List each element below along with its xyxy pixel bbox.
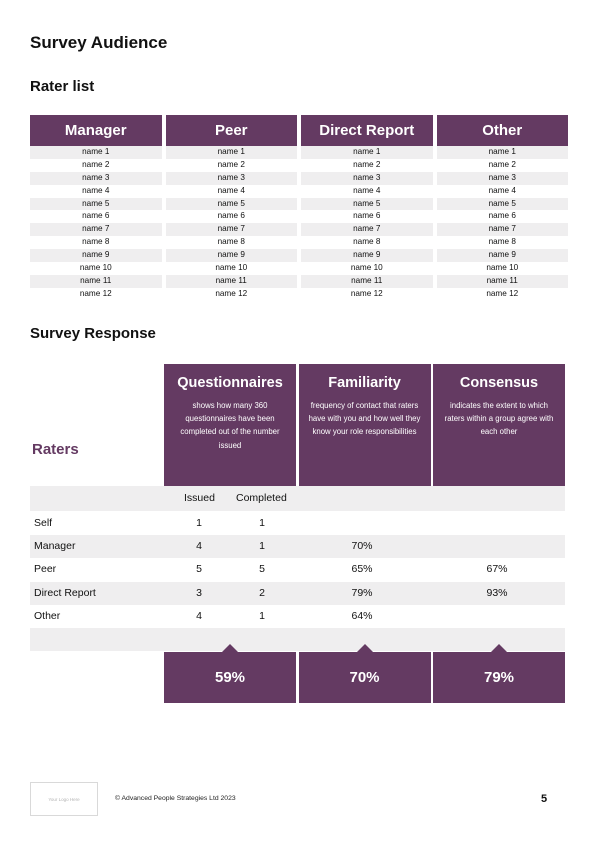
rater-name-peer: name 4 <box>217 185 245 195</box>
survey-response-heading: Survey Response <box>30 325 156 342</box>
rater-name-direct-report: name 8 <box>353 237 381 247</box>
rater-name-other: name 7 <box>437 223 569 236</box>
consensus-title: Consensus <box>459 375 539 391</box>
raters-label: Raters <box>32 441 79 458</box>
rater-list-header <box>30 115 568 146</box>
table-row <box>30 198 568 211</box>
consensus-value: 93% <box>486 586 508 599</box>
completed-subheader: Completed <box>236 492 287 504</box>
familiarity-title: Familiarity <box>328 375 401 391</box>
rater-group-label: Other <box>34 609 61 622</box>
rater-name-direct-report: name 3 <box>301 172 433 185</box>
table-row <box>30 146 568 159</box>
logo-placeholder <box>30 782 98 816</box>
table-row <box>30 172 568 185</box>
completed-value: 2 <box>259 586 265 599</box>
questionnaires-description: shows how many 360 questionnaires have been completed out of the number issued <box>180 401 280 450</box>
rater-name-direct-report: name 4 <box>353 185 381 195</box>
rater-name-manager: name 3 <box>30 172 162 185</box>
notch-up-icon <box>357 644 373 652</box>
subheader-band <box>30 486 565 511</box>
rater-name-other: name 11 <box>437 275 569 288</box>
consensus-value: 67% <box>486 563 508 576</box>
rater-list-body <box>30 146 568 301</box>
questionnaires-title: Questionnaires <box>177 375 283 391</box>
rater-name-peer: name 2 <box>217 159 245 169</box>
rater-name-direct-report: name 1 <box>301 146 433 159</box>
rater-name-peer: name 12 <box>215 288 248 298</box>
familiarity-total <box>299 652 431 703</box>
familiarity-description: frequency of contact that raters have with you and how well they know your role responsibilities <box>308 401 421 437</box>
familiarity-header <box>299 364 431 486</box>
rater-name-other: name 5 <box>437 198 569 211</box>
table-row <box>30 288 568 301</box>
rater-name-other: name 6 <box>488 211 516 221</box>
rater-name-direct-report: name 6 <box>353 211 381 221</box>
consensus-total-value: 79% <box>483 669 515 686</box>
notch-up-icon <box>222 644 238 652</box>
rater-name-manager: name 2 <box>82 159 110 169</box>
table-row <box>30 185 568 198</box>
issued-value: 4 <box>196 540 202 553</box>
rater-name-other: name 4 <box>488 185 516 195</box>
rater-name-other: name 9 <box>437 249 569 262</box>
rater-name-other: name 12 <box>486 288 519 298</box>
rater-name-manager: name 1 <box>30 146 162 159</box>
table-row <box>30 558 565 581</box>
completed-value: 1 <box>259 540 265 553</box>
table-row <box>30 605 565 628</box>
table-row <box>30 223 568 236</box>
rater-name-peer: name 9 <box>166 249 298 262</box>
rater-name-peer: name 8 <box>217 237 245 247</box>
table-row <box>30 512 565 535</box>
rater-list-heading: Rater list <box>30 78 95 95</box>
rater-name-other: name 10 <box>486 263 519 273</box>
questionnaires-total <box>164 652 296 703</box>
rater-name-peer: name 1 <box>166 146 298 159</box>
completed-value: 1 <box>259 517 265 529</box>
table-row <box>30 159 568 172</box>
survey-response-totals <box>164 652 565 703</box>
issued-value: 1 <box>196 517 202 529</box>
page-number: 5 <box>541 793 548 805</box>
logo-text: Your Logo Here <box>48 796 80 802</box>
table-row <box>30 582 565 605</box>
familiarity-value: 70% <box>351 540 373 553</box>
consensus-description: indicates the extent to which raters within a group agree with each other <box>444 401 554 437</box>
table-row <box>30 249 568 262</box>
familiarity-total-value: 70% <box>349 669 380 686</box>
rater-name-manager: name 7 <box>30 223 162 236</box>
rater-name-direct-report: name 10 <box>350 263 383 273</box>
table-row <box>30 262 568 275</box>
rater-name-manager: name 12 <box>79 288 112 298</box>
rater-group-label: Peer <box>34 563 57 576</box>
survey-response-header <box>164 364 565 486</box>
rater-name-direct-report: name 9 <box>301 249 433 262</box>
rater-name-peer: name 7 <box>166 223 298 236</box>
column-header-manager: Manager <box>30 115 162 146</box>
rater-name-manager: name 8 <box>82 237 110 247</box>
rater-name-manager: name 10 <box>79 263 112 273</box>
rater-name-manager: name 4 <box>82 185 110 195</box>
rater-name-direct-report: name 12 <box>350 288 383 298</box>
issued-subheader: Issued <box>184 492 215 504</box>
page-title: Survey Audience <box>30 33 168 52</box>
rater-group-label: Self <box>34 517 53 529</box>
rater-name-peer: name 3 <box>166 172 298 185</box>
rater-name-peer: name 6 <box>217 211 245 221</box>
consensus-header <box>433 364 565 486</box>
rater-name-other: name 8 <box>488 237 516 247</box>
questionnaires-total-value: 59% <box>214 669 246 686</box>
rater-name-direct-report: name 5 <box>301 198 433 211</box>
rater-list-table <box>30 115 568 301</box>
table-row <box>30 210 568 223</box>
notch-up-icon <box>491 644 507 652</box>
rater-name-peer: name 11 <box>166 275 298 288</box>
familiarity-value: 79% <box>351 586 373 599</box>
completed-value: 5 <box>259 563 265 576</box>
rater-name-direct-report: name 7 <box>301 223 433 236</box>
rater-name-manager: name 9 <box>30 249 162 262</box>
rater-name-other: name 2 <box>488 159 516 169</box>
issued-value: 5 <box>196 563 202 576</box>
column-header-direct-report: Direct Report <box>301 115 433 146</box>
footer-band <box>30 628 565 651</box>
familiarity-value: 65% <box>351 563 373 576</box>
questionnaires-header <box>164 364 296 486</box>
consensus-total <box>433 652 565 703</box>
table-row <box>30 535 565 558</box>
issued-value: 4 <box>196 609 202 622</box>
copyright: © Advanced People Strategies Ltd 2023 <box>115 795 236 802</box>
table-row <box>30 236 568 249</box>
rater-name-other: name 1 <box>437 146 569 159</box>
issued-value: 3 <box>196 586 202 599</box>
rater-name-manager: name 11 <box>30 275 162 288</box>
rater-group-label: Manager <box>34 540 76 553</box>
column-header-other: Other <box>437 115 569 146</box>
column-header-peer: Peer <box>166 115 298 146</box>
rater-name-direct-report: name 11 <box>301 275 433 288</box>
rater-name-manager: name 5 <box>30 198 162 211</box>
rater-name-peer: name 10 <box>215 263 248 273</box>
completed-value: 1 <box>259 609 265 622</box>
rater-name-other: name 3 <box>437 172 569 185</box>
familiarity-value: 64% <box>351 609 373 622</box>
rater-name-direct-report: name 2 <box>353 159 381 169</box>
rater-group-label: Direct Report <box>34 586 96 599</box>
table-row <box>30 275 568 288</box>
rater-name-manager: name 6 <box>82 211 110 221</box>
rater-name-peer: name 5 <box>166 198 298 211</box>
